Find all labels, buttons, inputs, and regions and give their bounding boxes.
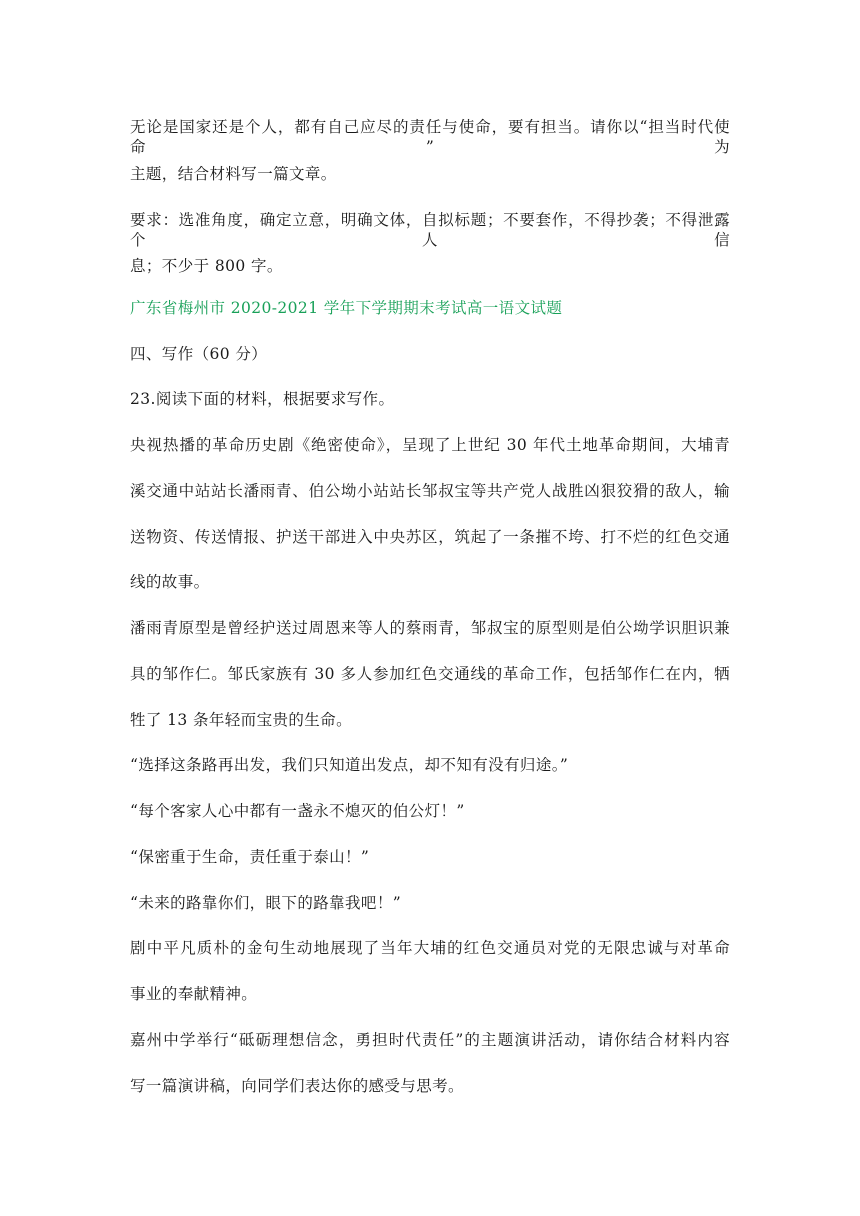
quote-line: “保密重于生命，责任重于泰山！” [130,848,370,866]
essay-prompt-line: 主题，结合材料写一篇文章。 [130,165,337,183]
material-paragraph-line: 事业的奉献精神。 [130,985,258,1003]
quote-line: “未来的路靠你们，眼下的路靠我吧！” [130,894,402,912]
material-paragraph-line: 牲了 13 条年轻而宝贵的生命。 [130,711,352,729]
essay-prompt-line: 无论是国家还是个人，都有自己应尽的责任与使命，要有担当。请你以“担当时代使命”为 [130,118,730,156]
task-line: 嘉州中学举行“砥砺理想信念，勇担时代责任”的主题演讲活动，请你结合材料内容 [130,1031,730,1049]
material-paragraph-line: 送物资、传送情报、护送干部进入中央苏区，筑起了一条摧不垮、打不烂的红色交通 [130,528,730,546]
section-title: 四、写作（60 分） [130,345,268,363]
quote-line: “选择这条路再出发，我们只知道出发点，却不知有没有归途。” [130,756,569,774]
material-paragraph-line: 溪交通中站站长潘雨青、伯公坳小站站长邹叔宝等共产党人战胜凶狠狡猾的敌人，输 [130,482,730,500]
material-paragraph-line: 潘雨青原型是曾经护送过周恩来等人的蔡雨青，邹叔宝的原型则是伯公坳学识胆识兼 [130,619,730,637]
question-title: 23.阅读下面的材料，根据要求写作。 [130,390,395,408]
material-paragraph-line: 具的邹作仁。邹氏家族有 30 多人参加红色交通线的革命工作，包括邹作仁在内，牺 [130,665,730,683]
material-paragraph-line: 央视热播的革命历史剧《绝密使命》，呈现了上世纪 30 年代土地革命期间，大埔青 [130,436,730,454]
task-line: 写一篇演讲稿，向同学们表达你的感受与思考。 [130,1077,464,1095]
quote-line: “每个客家人心中都有一盏永不熄灭的伯公灯！” [130,802,465,820]
exam-source-heading: 广东省梅州市 2020-2021 学年下学期期末考试高一语文试题 [130,299,563,317]
material-paragraph-line: 剧中平凡质朴的金句生动地展现了当年大埔的红色交通员对党的无限忠诚与对革命 [130,939,730,957]
material-paragraph-line: 线的故事。 [130,573,210,591]
requirements-line: 息；不少于 800 字。 [130,257,283,275]
requirements-line: 要求：选准角度，确定立意，明确文体，自拟标题；不要套作，不得抄袭；不得泄露个人信 [130,211,730,249]
